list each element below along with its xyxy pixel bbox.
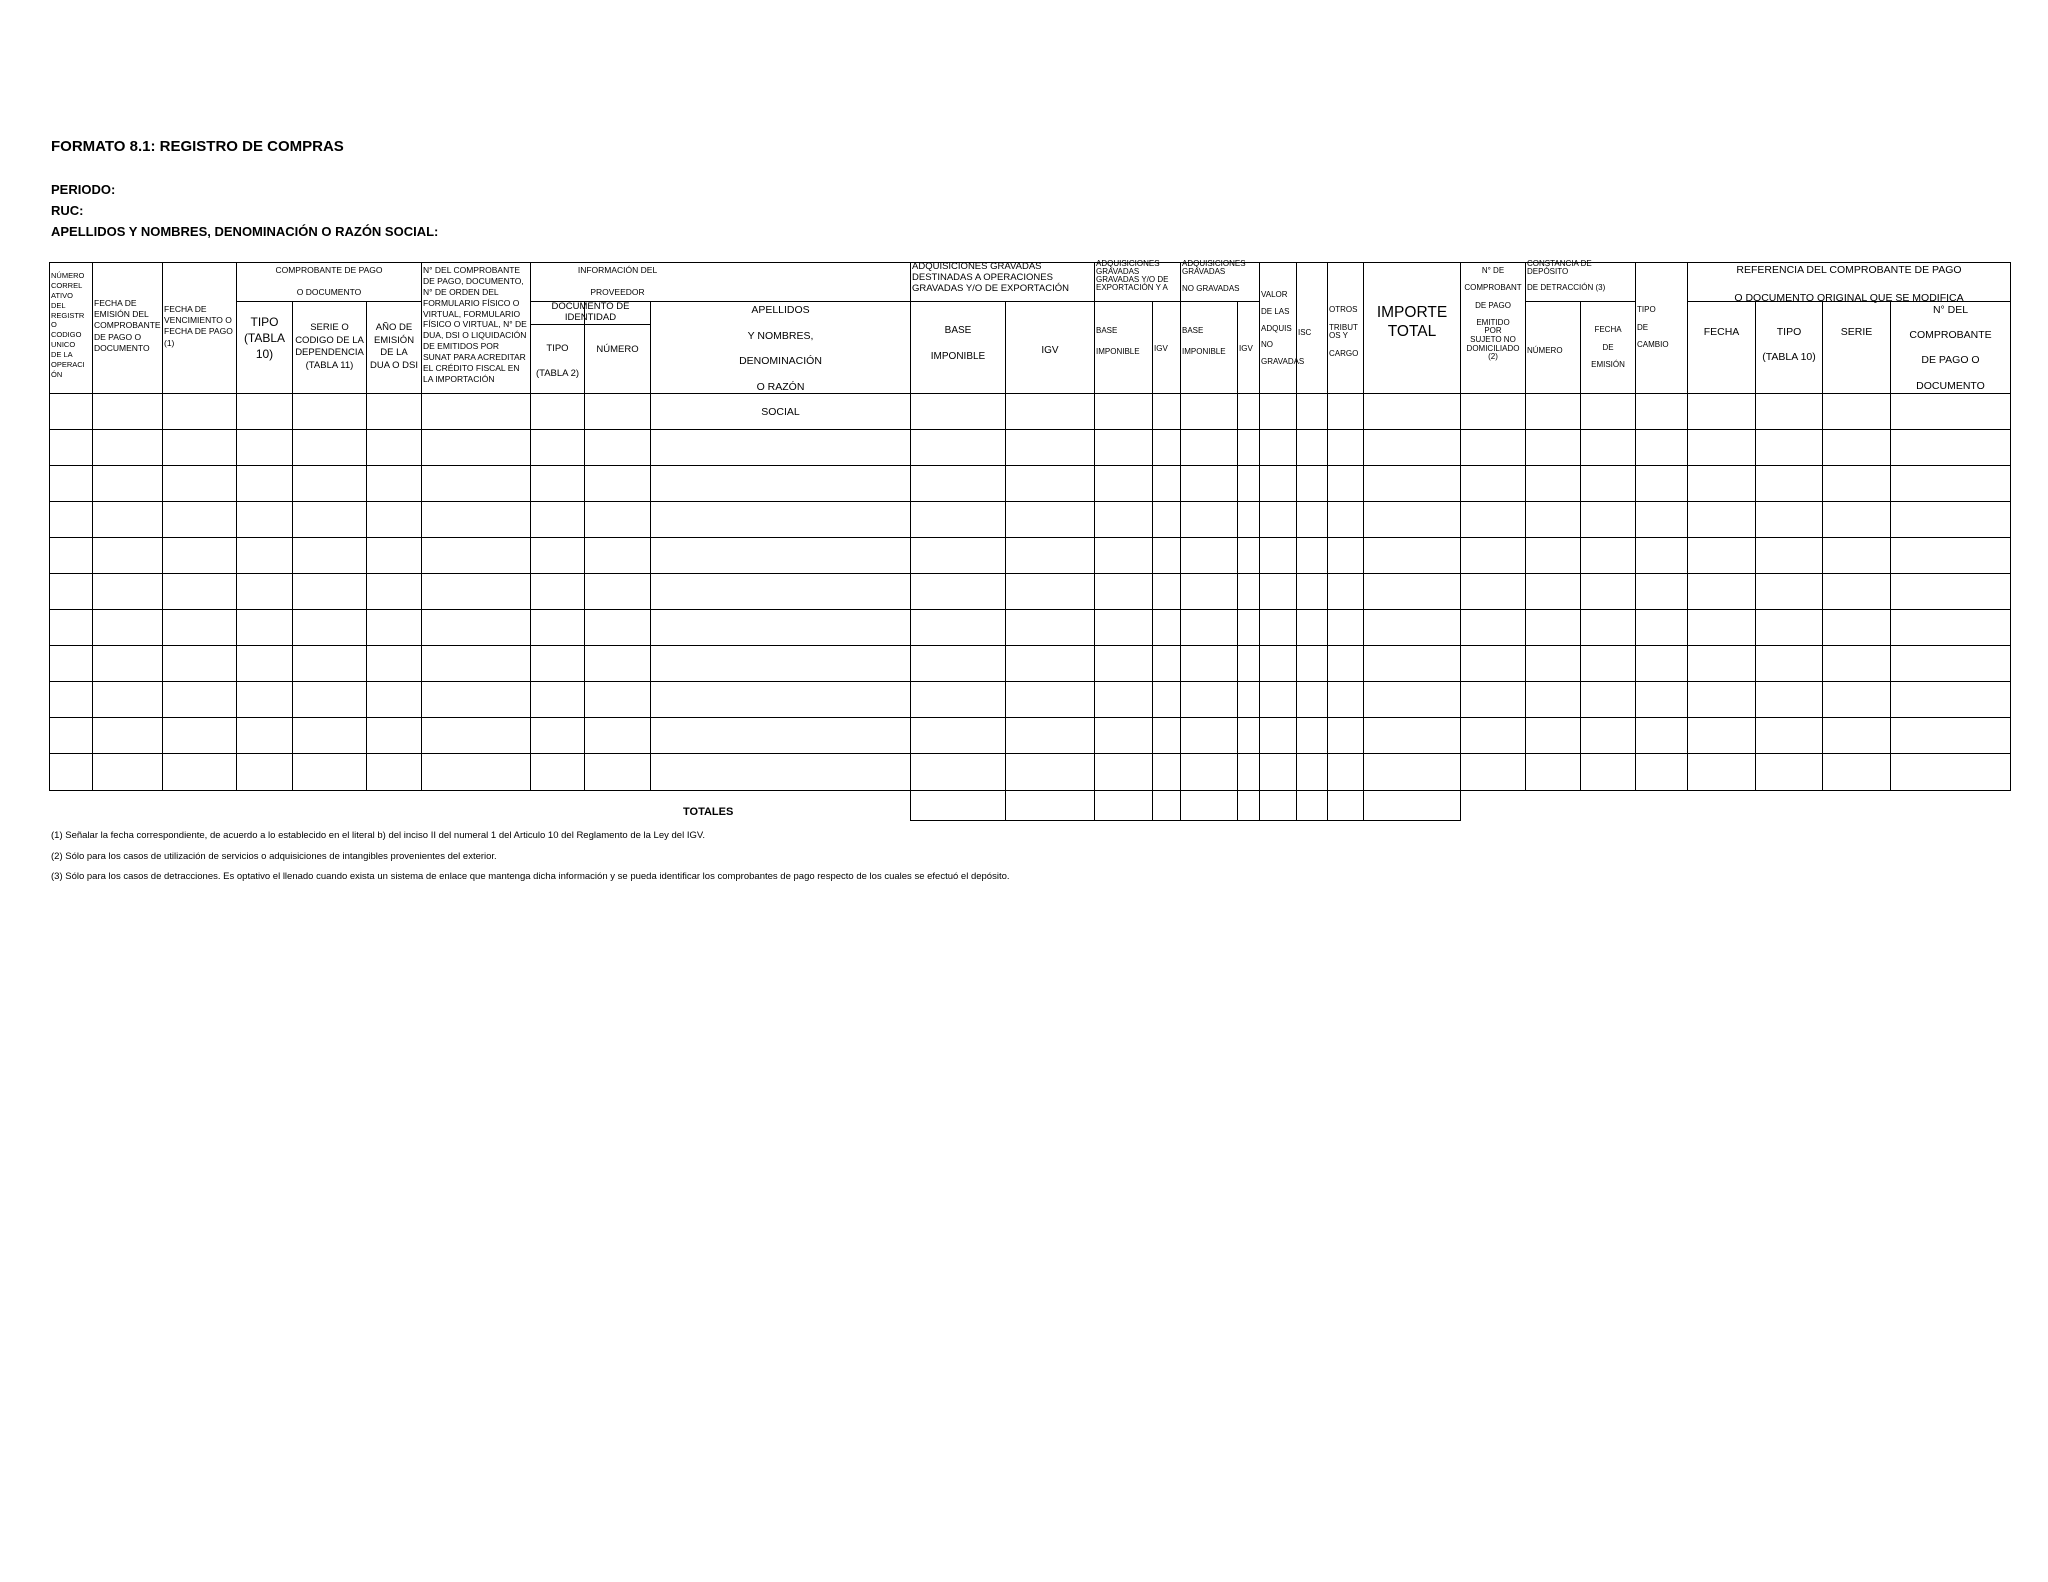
header-info-proveedor: INFORMACIÓN DEL PROVEEDOR xyxy=(577,265,658,298)
ruc-label: RUC: xyxy=(51,203,84,218)
header-ref-serie: SERIE xyxy=(1840,326,1873,338)
header-constancia-deposito: CONSTANCIA DE DEPÓSITO DE DETRACCIÓN (3) xyxy=(1527,259,1606,293)
header-adq-gravadas-export: ADQUISICIONES GRAVADAS DESTINADAS A OPERACIONES GRAVADAS Y/O DE EXPORTACIÓN xyxy=(912,261,1069,294)
header-const-numero: NÚMERO xyxy=(1527,346,1563,355)
footnote-3: (3) Sólo para los casos de detracciones. Es optativo el llenado cuando exista un sistema de enlace que mantenga dicha información y se pueda identificar los comprobantes de pago respecto de los cuales se efectuó el depósito. xyxy=(51,871,1010,882)
header-referencia-group: REFERENCIA DEL COMPROBANTE DE PAGO O DOCUMENTO ORIGINAL QUE SE MODIFICA xyxy=(1734,264,1964,304)
header-no-domiciliado: N° DE COMPROBANT DE PAGO EMITIDO POR SUJETO NO DOMICILIADO (2) xyxy=(1464,266,1522,362)
header-adq-no-gravadas: ADQUISICIONES GRAVADAS NO GRAVADAS xyxy=(1182,259,1246,294)
header-igv-3: IGV xyxy=(1239,344,1253,353)
header-isc: ISC xyxy=(1298,328,1312,337)
footnote-1: (1) Señalar la fecha correspondiente, de acuerdo a lo establecido en el literal b) del inciso II del numeral 1 del Articulo 10 del Reglamento de la Ley del IGV. xyxy=(51,830,705,841)
header-importe-total: IMPORTE TOTAL xyxy=(1376,304,1448,341)
totales-label: TOTALES xyxy=(683,806,734,818)
header-numero-correlativo: NÚMERO CORREL ATIVO DEL REGISTR O CODIGO UNICO DE LA OPERACI ÓN xyxy=(51,271,85,379)
header-numero: NÚMERO xyxy=(596,344,639,355)
header-adq-gravadas-mixtas: ADQUISICIONES GRAVADAS GRAVADAS Y/O DE EXPORTACIÓN Y A xyxy=(1096,259,1169,293)
header-fecha-emision: FECHA DE EMISIÓN DEL COMPROBANTE DE PAGO O DOCUMENTO xyxy=(94,298,161,353)
header-base-imponible-1: BASE IMPONIBLE xyxy=(930,325,986,363)
header-numero-comprobante: N° DEL COMPROBANTE DE PAGO, DOCUMENTO, N° DE ORDEN DEL FORMULARIO FÍSICO O VIRTUAL, FORMULARIO FÍSICO O VIRTUAL, N° DE DUA, DSI O LIQUIDACIÓN DE EMITIDOS POR SUNAT PARA ACREDITAR EL CRÉDITO FISCAL EN LA IMPORTACIÓN xyxy=(423,265,527,384)
header-fecha-vencimiento: FECHA DE VENCIMIENTO O FECHA DE PAGO (1) xyxy=(164,304,233,348)
header-tipo-tabla2: TIPO (TABLA 2) xyxy=(535,343,580,380)
header-igv-1: IGV xyxy=(1041,345,1059,356)
header-igv-2: IGV xyxy=(1154,344,1168,353)
header-doc-identidad: DOCUMENTO DE IDENTIDAD xyxy=(551,301,630,323)
header-comprobante-group: COMPROBANTE DE PAGO O DOCUMENTO xyxy=(275,265,383,298)
header-tipo-tabla10: TIPO (TABLA 10) xyxy=(243,315,286,361)
header-apellidos: APELLIDOS Y NOMBRES, DENOMINACIÓN O RAZÓN SOCIAL xyxy=(739,304,822,419)
footnote-2: (2) Sólo para los casos de utilización de servicios o adquisiciones de intangibles provenientes del exterior. xyxy=(51,851,497,862)
header-anio-emision: AÑO DE EMISIÓN DE LA DUA O DSI xyxy=(369,322,419,371)
header-ref-numero: N° DEL COMPROBANTE DE PAGO O DOCUMENTO xyxy=(1909,304,1992,392)
header-base-imponible-2: BASE IMPONIBLE xyxy=(1096,326,1140,357)
header-ref-fecha: FECHA xyxy=(1703,326,1740,338)
header-valor-adquisiciones: VALOR DE LAS ADQUIS NO GRAVADAS xyxy=(1261,290,1305,367)
header-otros-tributos: OTROS TRIBUT OS Y CARGO xyxy=(1329,305,1359,358)
header-serie-codigo: SERIE O CODIGO DE LA DEPENDENCIA (TABLA 11) xyxy=(295,322,364,371)
razon-social-label: APELLIDOS Y NOMBRES, DENOMINACIÓN O RAZÓN SOCIAL: xyxy=(51,224,439,239)
header-const-fecha-emision: FECHA DE EMISIÓN xyxy=(1591,325,1625,370)
header-ref-tipo: TIPO (TABLA 10) xyxy=(1762,326,1816,364)
header-tipo-cambio: TIPO DE CAMBIO xyxy=(1637,305,1669,350)
periodo-label: PERIODO: xyxy=(51,182,116,197)
page-title: FORMATO 8.1: REGISTRO DE COMPRAS xyxy=(51,138,344,155)
header-base-imponible-3: BASE IMPONIBLE xyxy=(1182,326,1226,357)
